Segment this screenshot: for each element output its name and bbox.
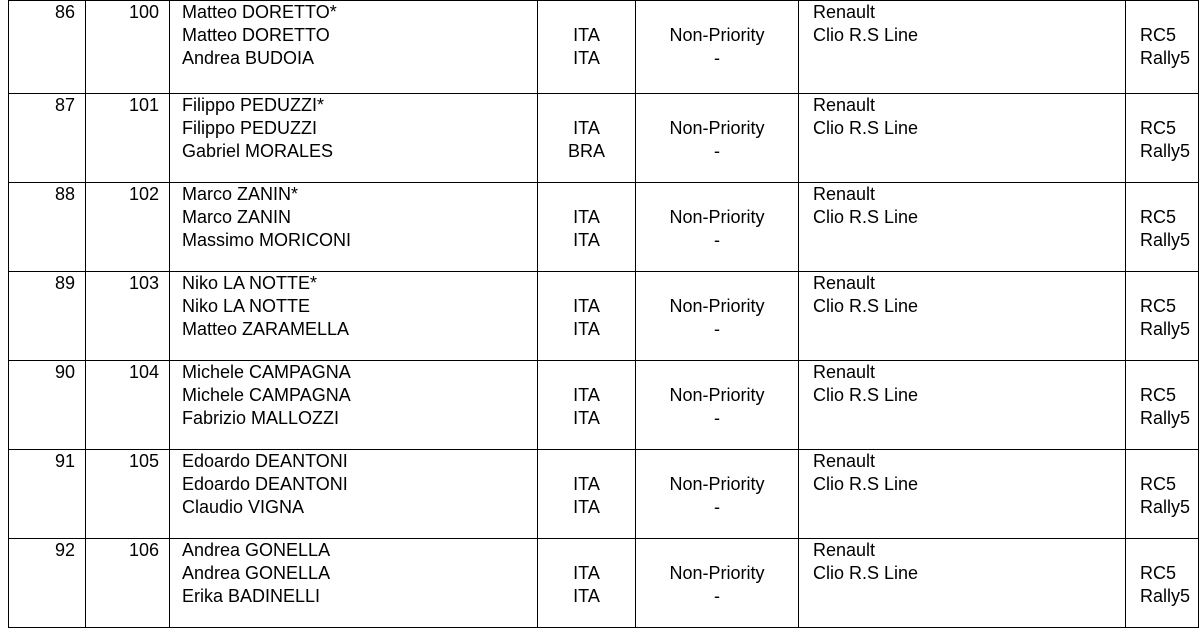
- car-model: Clio R.S Line: [813, 474, 919, 494]
- driver-nationality: ITA: [573, 25, 600, 45]
- car-number: 105: [128, 451, 159, 471]
- priority-cell: [636, 1, 799, 94]
- car-model: Clio R.S Line: [813, 385, 919, 405]
- class-secondary: Rally5: [1140, 230, 1191, 250]
- codriver-name: Andrea BUDOIA: [182, 48, 315, 68]
- codriver-name: Massimo MORICONI: [182, 230, 352, 250]
- priority-status: Non-Priority: [669, 207, 765, 227]
- class-primary: RC5: [1140, 25, 1177, 45]
- entry-row: [9, 361, 1199, 450]
- nationality-cell: [538, 450, 636, 539]
- entrant-name: Filippo PEDUZZI*: [182, 95, 325, 115]
- priority-status: Non-Priority: [669, 474, 765, 494]
- class-cell: [1126, 361, 1199, 450]
- entrant-name: Niko LA NOTTE*: [182, 273, 318, 293]
- car-number: 100: [128, 2, 159, 22]
- class-primary: RC5: [1140, 563, 1177, 583]
- car-cell: [799, 450, 1126, 539]
- class-secondary: Rally5: [1140, 497, 1191, 517]
- nationality-cell: [538, 272, 636, 361]
- entrant-name: Andrea GONELLA: [182, 540, 331, 560]
- car-model: Clio R.S Line: [813, 563, 919, 583]
- codriver-nationality: BRA: [567, 141, 605, 161]
- class-cell: [1126, 94, 1199, 183]
- driver-nationality: ITA: [573, 474, 600, 494]
- driver-nationality: ITA: [573, 385, 600, 405]
- entry-row: [9, 183, 1199, 272]
- driver-name: Michele CAMPAGNA: [182, 385, 351, 405]
- priority-status: Non-Priority: [669, 118, 765, 138]
- class-cell: [1126, 539, 1199, 628]
- crew-cell: [170, 183, 538, 272]
- car-number-cell: [86, 361, 170, 450]
- priority-secondary: -: [714, 141, 720, 161]
- class-secondary: Rally5: [1140, 408, 1191, 428]
- driver-nationality: ITA: [573, 296, 600, 316]
- entry-list-table: [8, 0, 1199, 628]
- entry-row: [9, 272, 1199, 361]
- position: 88: [54, 184, 75, 204]
- car-number: 101: [128, 95, 159, 115]
- position-cell: [9, 183, 86, 272]
- driver-name: Niko LA NOTTE: [182, 296, 311, 316]
- car-cell: [799, 1, 1126, 94]
- codriver-nationality: ITA: [573, 319, 600, 339]
- entry-row: [9, 94, 1199, 183]
- car-make: Renault: [813, 273, 876, 293]
- class-secondary: Rally5: [1140, 586, 1191, 606]
- car-cell: [799, 539, 1126, 628]
- car-model: Clio R.S Line: [813, 118, 919, 138]
- car-model: Clio R.S Line: [813, 207, 919, 227]
- car-number-cell: [86, 450, 170, 539]
- car-number: 104: [128, 362, 159, 382]
- codriver-nationality: ITA: [573, 586, 600, 606]
- nationality-cell: [538, 1, 636, 94]
- crew-cell: [170, 539, 538, 628]
- entrant-name: Marco ZANIN*: [182, 184, 299, 204]
- entry-row: [9, 539, 1199, 628]
- car-make: Renault: [813, 451, 876, 471]
- driver-nationality: ITA: [573, 207, 600, 227]
- car-make: Renault: [813, 540, 876, 560]
- priority-status: Non-Priority: [669, 296, 765, 316]
- codriver-name: Erika BADINELLI: [182, 586, 321, 606]
- class-cell: [1126, 450, 1199, 539]
- class-primary: RC5: [1140, 296, 1177, 316]
- crew-cell: [170, 1, 538, 94]
- car-model: Clio R.S Line: [813, 296, 919, 316]
- position: 87: [54, 95, 75, 115]
- codriver-name: Gabriel MORALES: [182, 141, 334, 161]
- class-secondary: Rally5: [1140, 48, 1191, 68]
- car-cell: [799, 272, 1126, 361]
- class-primary: RC5: [1140, 474, 1177, 494]
- driver-name: Matteo DORETTO: [182, 25, 330, 45]
- priority-cell: [636, 539, 799, 628]
- car-number: 106: [128, 540, 159, 560]
- entry-list-body: [9, 1, 1199, 628]
- car-number-cell: [86, 272, 170, 361]
- driver-name: Edoardo DEANTONI: [182, 474, 348, 494]
- car-number-cell: [86, 183, 170, 272]
- class-cell: [1126, 272, 1199, 361]
- priority-cell: [636, 361, 799, 450]
- car-number: 103: [128, 273, 159, 293]
- entrant-name: Edoardo DEANTONI: [182, 451, 348, 471]
- priority-secondary: -: [714, 497, 720, 517]
- crew-cell: [170, 272, 538, 361]
- codriver-nationality: ITA: [573, 48, 600, 68]
- position: 92: [54, 540, 75, 560]
- position: 90: [54, 362, 75, 382]
- priority-status: Non-Priority: [669, 385, 765, 405]
- codriver-name: Matteo ZARAMELLA: [182, 319, 350, 339]
- priority-cell: [636, 94, 799, 183]
- class-secondary: Rally5: [1140, 141, 1191, 161]
- priority-cell: [636, 272, 799, 361]
- entry-row: [9, 450, 1199, 539]
- position-cell: [9, 450, 86, 539]
- class-cell: [1126, 183, 1199, 272]
- car-cell: [799, 94, 1126, 183]
- car-make: Renault: [813, 362, 876, 382]
- priority-secondary: -: [714, 48, 720, 68]
- priority-secondary: -: [714, 408, 720, 428]
- priority-status: Non-Priority: [669, 563, 765, 583]
- driver-name: Andrea GONELLA: [182, 563, 331, 583]
- position-cell: [9, 1, 86, 94]
- crew-cell: [170, 450, 538, 539]
- car-make: Renault: [813, 95, 876, 115]
- codriver-nationality: ITA: [573, 408, 600, 428]
- priority-cell: [636, 183, 799, 272]
- class-primary: RC5: [1140, 385, 1177, 405]
- crew-cell: [170, 94, 538, 183]
- position-cell: [9, 361, 86, 450]
- position-cell: [9, 272, 86, 361]
- car-cell: [799, 183, 1126, 272]
- car-number-cell: [86, 539, 170, 628]
- nationality-cell: [538, 361, 636, 450]
- entrant-name: Matteo DORETTO*: [182, 2, 337, 22]
- position: 91: [54, 451, 75, 471]
- priority-status: Non-Priority: [669, 25, 765, 45]
- entry-row: [9, 1, 1199, 94]
- class-secondary: Rally5: [1140, 319, 1191, 339]
- priority-secondary: -: [714, 230, 720, 250]
- driver-name: Filippo PEDUZZI: [182, 118, 318, 138]
- position-cell: [9, 539, 86, 628]
- codriver-name: Fabrizio MALLOZZI: [182, 408, 340, 428]
- class-primary: RC5: [1140, 118, 1177, 138]
- position-cell: [9, 94, 86, 183]
- codriver-nationality: ITA: [573, 497, 600, 517]
- codriver-name: Claudio VIGNA: [182, 497, 305, 517]
- car-cell: [799, 361, 1126, 450]
- driver-nationality: ITA: [573, 563, 600, 583]
- codriver-nationality: ITA: [573, 230, 600, 250]
- crew-cell: [170, 361, 538, 450]
- car-number-cell: [86, 94, 170, 183]
- position: 89: [54, 273, 75, 293]
- priority-cell: [636, 450, 799, 539]
- priority-secondary: -: [714, 586, 720, 606]
- driver-nationality: ITA: [573, 118, 600, 138]
- car-number-cell: [86, 1, 170, 94]
- position: 86: [54, 2, 75, 22]
- entrant-name: Michele CAMPAGNA: [182, 362, 351, 382]
- car-number: 102: [128, 184, 159, 204]
- car-model: Clio R.S Line: [813, 25, 919, 45]
- car-make: Renault: [813, 184, 876, 204]
- driver-name: Marco ZANIN: [182, 207, 292, 227]
- car-make: Renault: [813, 2, 876, 22]
- nationality-cell: [538, 539, 636, 628]
- priority-secondary: -: [714, 319, 720, 339]
- nationality-cell: [538, 183, 636, 272]
- class-primary: RC5: [1140, 207, 1177, 227]
- nationality-cell: [538, 94, 636, 183]
- class-cell: [1126, 1, 1199, 94]
